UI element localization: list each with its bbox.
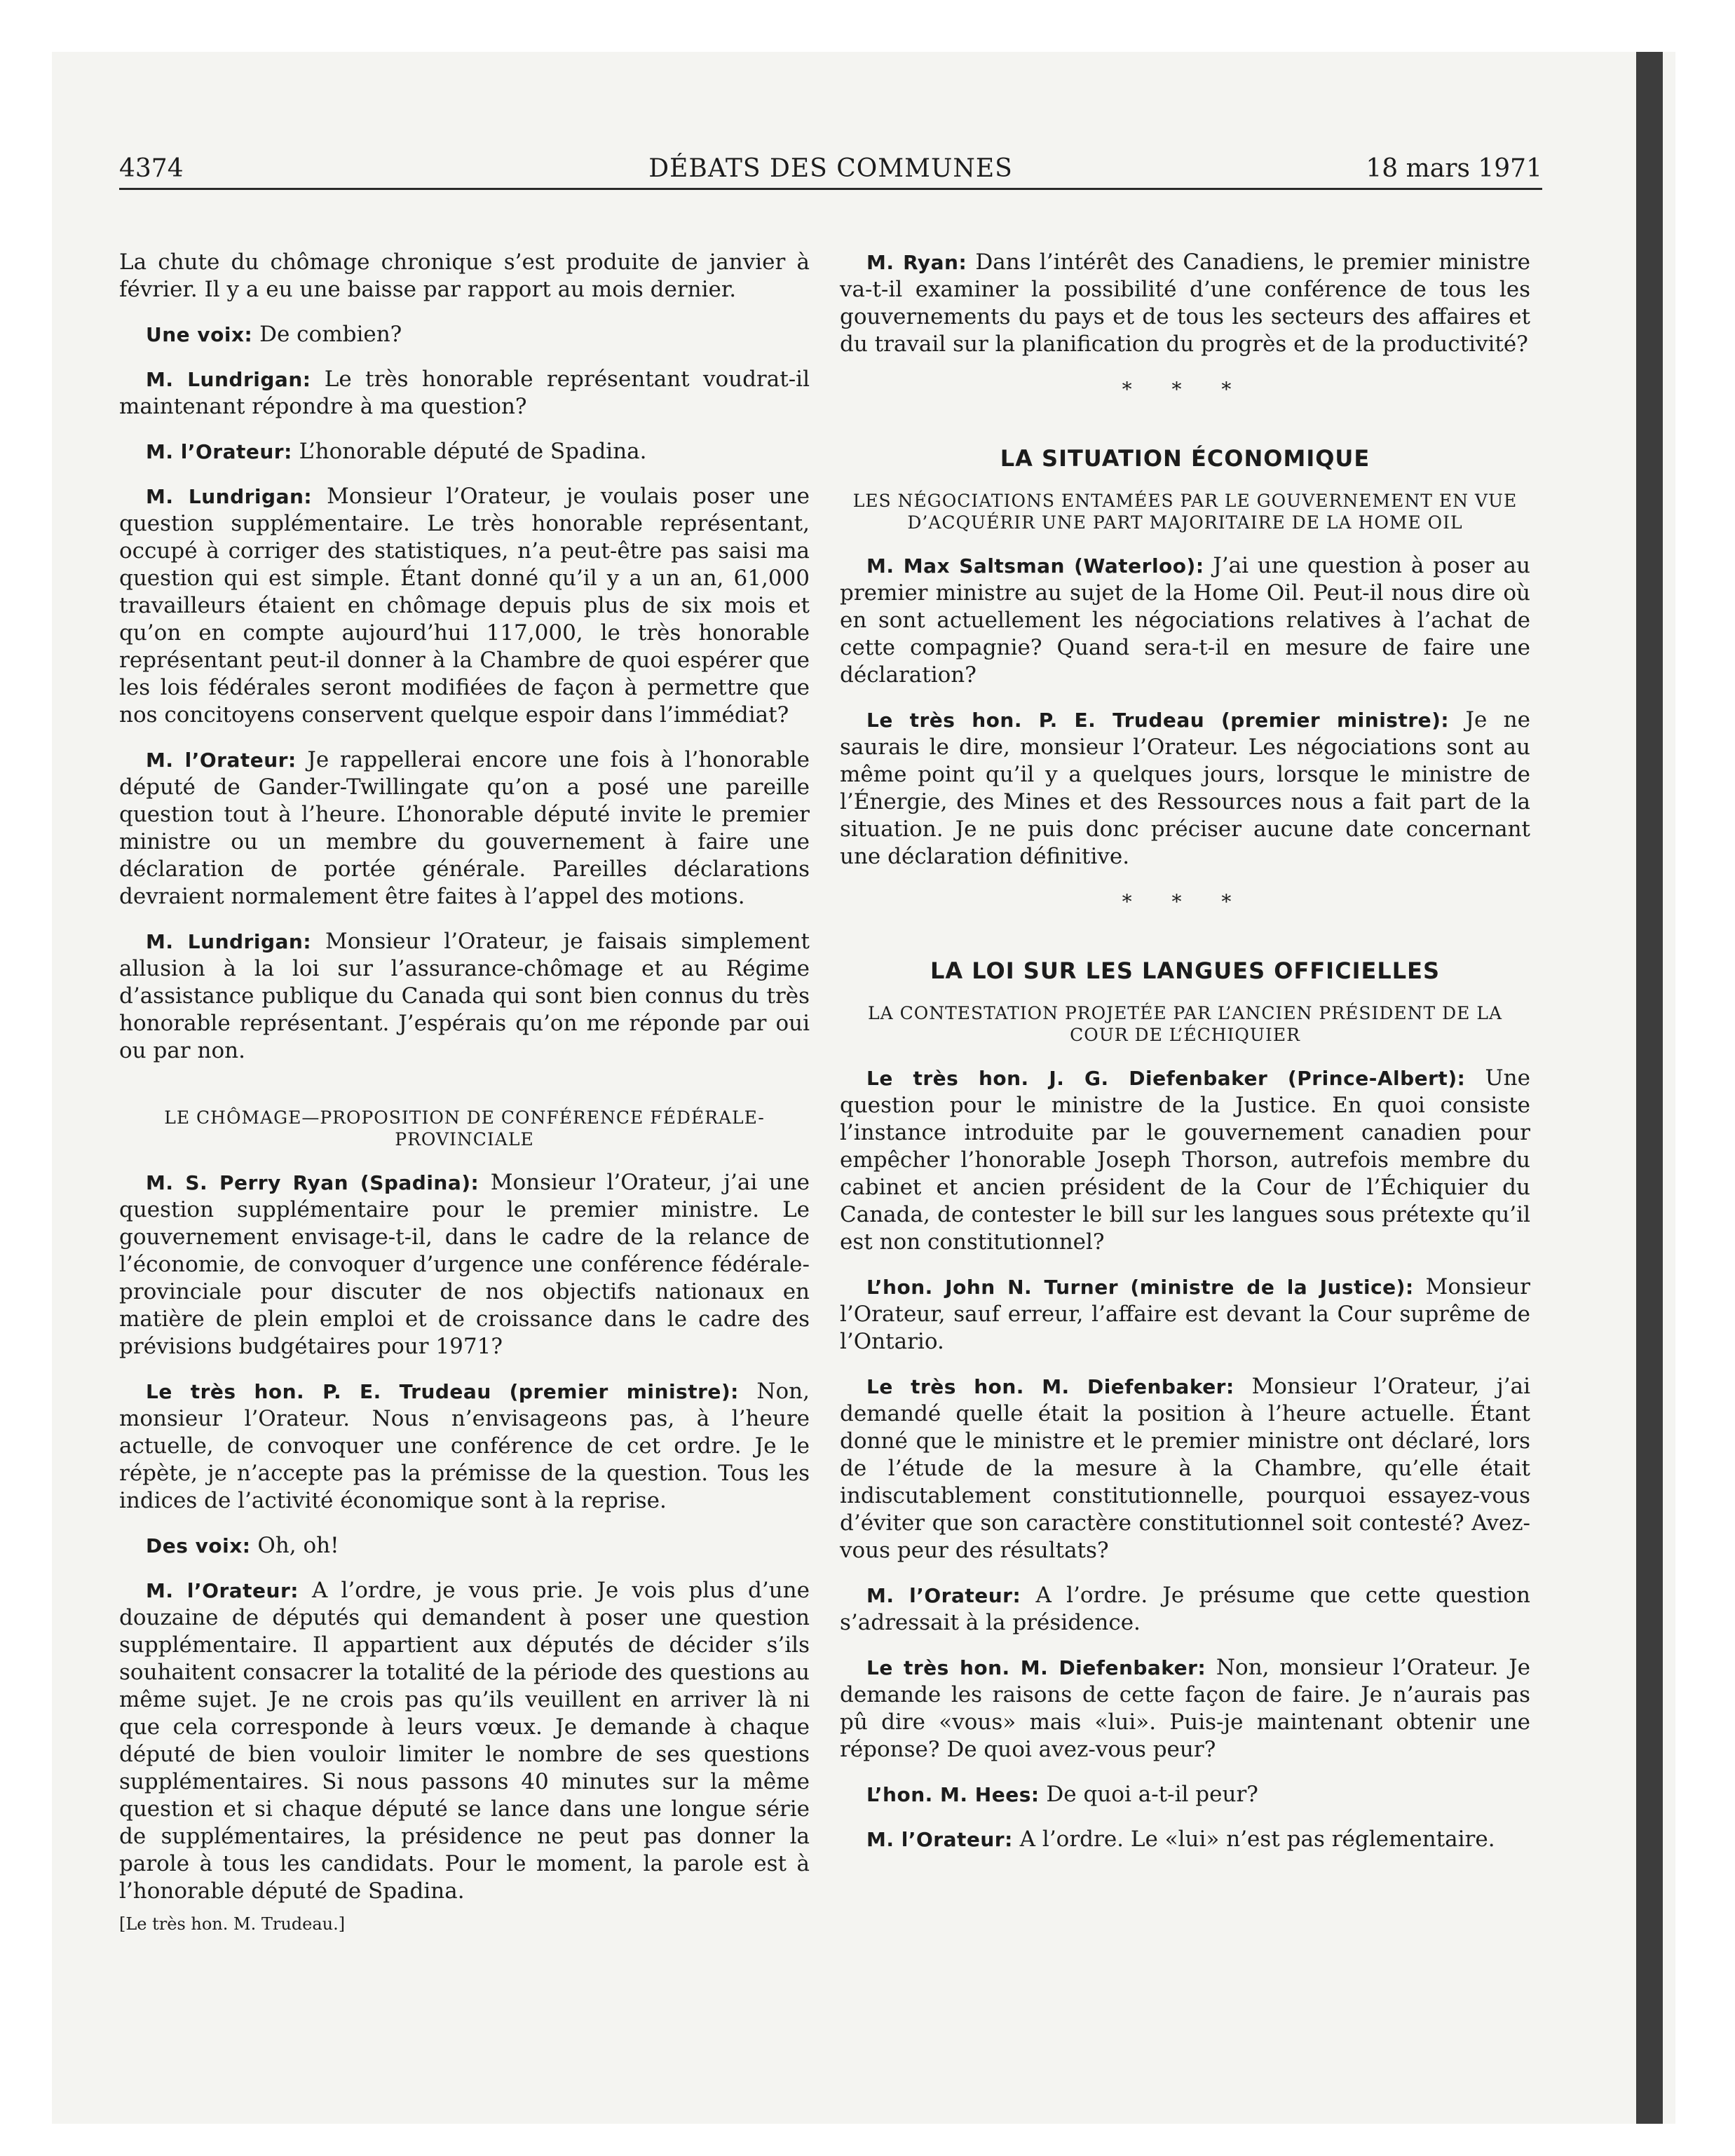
paragraph: [119, 366, 810, 421]
speech-text: Je rappellerai encore une fois à l’honorable député de Gander-Twillingate qu’on a posé une pareille question tout à l’heure. L’honorable député invite le premier ministre ou un membre du gouvernement à faire une déclaration de portée générale. Pareilles déclarations devraient normalement être faites à l’appel des motions.: [119, 747, 810, 909]
speech-text: A l’ordre. Je présume que cette question s’adressait à la présidence.: [840, 1583, 1530, 1635]
speaker-name: M. Lundrigan:: [146, 930, 312, 953]
paragraph: [840, 1654, 1530, 1763]
speech-text: Non, monsieur l’Orateur. Je demande les raisons de cette façon de faire. Je n’aurais pas pû dire «vous» mais «lui». Puis-je maintenant obtenir une réponse? De quoi avez-vous peur?: [840, 1655, 1531, 1762]
paragraph: [840, 1373, 1530, 1564]
section-separator: * * *: [1122, 378, 1248, 401]
speaker-name: M. Lundrigan:: [146, 368, 311, 391]
speaker-name: M. S. Perry Ryan (Spadina):: [146, 1171, 479, 1194]
speech-text: Une question pour le ministre de la Justice. En quoi consiste l’instance introduite par le gouvernement canadien pour empêcher l’honorable Joseph Thorson, autrefois membre du cabinet et ancien président de la Cour de l’Échiquier du Canada, de contester le bill sur les langues sous prétexte qu’il est non constitutionnel?: [840, 1065, 1530, 1255]
speaker-name: Le très hon. P. E. Trudeau (premier ministre):: [146, 1380, 739, 1403]
paragraph: [840, 707, 1530, 871]
right-column: [840, 249, 1530, 1871]
paragraph: [119, 1532, 810, 1560]
speech-text: Non, monsieur l’Orateur. Nous n’envisageons pas, à l’heure actuelle, de convoquer une conférence de cet ordre. Je le répète, je n’accepte pas la prémisse de la question. Tous les indices de l’activité économique sont à la reprise.: [119, 1379, 810, 1513]
speech-text: De combien?: [252, 322, 402, 347]
speaker-name: Le très hon. J. G. Diefenbaker (Prince-Albert):: [866, 1067, 1466, 1090]
paragraph: [119, 483, 810, 729]
section-heading: LA LOI SUR LES LANGUES OFFICIELLES: [930, 957, 1441, 984]
speaker-name: M. Ryan:: [866, 251, 967, 274]
speaker-name: M. l’Orateur:: [146, 749, 297, 772]
speaker-name: L’hon. John N. Turner (ministre de la Justice):: [866, 1276, 1414, 1299]
speech-text: A l’ordre. Le «lui» n’est pas réglementaire.: [1012, 1827, 1495, 1852]
speaker-name: Le très hon. P. E. Trudeau (premier ministre):: [866, 709, 1450, 732]
section-heading: LA SITUATION ÉCONOMIQUE: [1000, 445, 1370, 472]
speech-text: Je ne saurais le dire, monsieur l’Orateur. Les négociations sont au même point qu’il y a quelques jours, lorsque le ministre de l’Énergie, des Mines et des Ressources nous a fait part de la situation. Je ne puis donc préciser aucune date concernant une déclaration définitive.: [840, 707, 1530, 869]
section-separator: * * *: [1122, 890, 1248, 913]
paragraph: [119, 1378, 810, 1515]
speech-text: A l’ordre, je vous prie. Je vois plus d’une douzaine de députés qui demandent à poser une question supplémentaire. Il appartient aux députés de décider s’ils souhaitent consacrer la totalité de la période des questions au même sujet. Je ne crois pas qu’ils veuillent en arriver là ni que cela corresponde à leurs vœux. Je demande à chaque député de bien vouloir limiter le nombre de ses questions supplémentaires. Si nous passons 40 minutes sur la même question et si chaque député se lance dans une longue série de supplémentaires, la présidence ne peut pas donner la parole à tous les candidats. Pour le moment, la parole est à l’honorable député de Spadina.: [119, 1578, 810, 1904]
footer-note: [Le très hon. M. Trudeau.]: [119, 1914, 346, 1934]
paragraph: [840, 249, 1530, 358]
paragraph: [119, 321, 810, 348]
speech-text: J’ai une question à poser au premier ministre au sujet de la Home Oil. Peut-il nous dire où en sont actuellement les négociations relatives à l’achat de cette compagnie? Quand sera-t-il en mesure de faire une déclaration?: [840, 553, 1530, 688]
speech-text: Monsieur l’Orateur, je voulais poser une question supplémentaire. Le très honorable représentant, occupé à corriger des statistiques, n’a peut-être pas saisi ma question qui est simple. Étant donné qu’il y a un an, 61,000 travailleurs étaient en chômage depuis plus de six mois et qu’on en compte aujourd’hui 117,000, le très honorable représentant peut-il donner à la Chambre de quoi espérer que les lois fédérales seront modifiées de façon à permettre que nos concitoyens conservent quelque espoir dans l’immédiat?: [119, 484, 810, 728]
speaker-name: M. Max Saltsman (Waterloo):: [866, 554, 1204, 578]
speaker-name: Le très hon. M. Diefenbaker:: [866, 1375, 1234, 1398]
section-subheading: LE CHÔMAGE—PROPOSITION DE CONFÉRENCE FÉDÉRALE-PROVINCIALE: [164, 1107, 765, 1149]
paragraph: [119, 746, 810, 910]
page-date: 18 mars 1971: [1366, 154, 1542, 183]
paragraph: La chute du chômage chronique s’est produite de janvier à février. Il y a eu une baisse par rapport au mois dernier.: [119, 250, 810, 302]
speech-text: Oh, oh!: [250, 1533, 339, 1558]
section-subheading: LA CONTESTATION PROJETÉE PAR L’ANCIEN PRÉSIDENT DE LA COUR DE L’ÉCHIQUIER: [867, 1003, 1503, 1045]
speaker-name: M. l’Orateur:: [866, 1584, 1021, 1607]
speech-text: Monsieur l’Orateur, je faisais simplement allusion à la loi sur l’assurance-chômage et au Régime d’assistance publique du Canada qui sont bien connus du très honorable représentant. J’espérais qu’on me réponde par oui ou par non.: [119, 929, 810, 1063]
speech-text: Monsieur l’Orateur, j’ai une question supplémentaire pour le premier ministre. Le gouvernement envisage-t-il, dans le cadre de la relance de l’économie, de convoquer d’urgence une conférence fédérale-provinciale pour discuter de nos objectifs nationaux en matière de plein emploi et de croissance dans le cadre des prévisions budgétaires pour 1971?: [119, 1170, 810, 1359]
page-header: [119, 154, 1542, 190]
paragraph: [119, 1577, 810, 1905]
speech-text: Dans l’intérêt des Canadiens, le premier ministre va-t-il examiner la possibilité d’une conférence de tous les gouvernements du pays et de tous les secteurs des affaires et du travail sur la planification du progrès et de la productivité?: [840, 250, 1530, 357]
paragraph: [840, 1582, 1530, 1637]
publication-title: DÉBATS DES COMMUNES: [648, 154, 1013, 183]
speaker-name: Des voix:: [146, 1534, 251, 1557]
paragraph: [119, 928, 810, 1065]
page-number: 4374: [119, 154, 184, 183]
speech-text: Monsieur l’Orateur, j’ai demandé quelle était la position à l’heure actuelle. Étant donné que le ministre et le premier ministre ont déclaré, lors de l’étude de la mesure à la Chambre, qu’elle était indiscutablement constitutionnelle, pourquoi essayez-vous d’éviter que son caractère constitutionnel soit contesté? Avez-vous peur des résultats?: [840, 1374, 1530, 1563]
speaker-name: M. l’Orateur:: [146, 1579, 299, 1602]
section-subheading: LES NÉGOCIATIONS ENTAMÉES PAR LE GOUVERNEMENT EN VUE D’ACQUÉRIR UNE PART MAJORITAIRE DE LA HOME OIL: [852, 491, 1518, 533]
speaker-name: Une voix:: [146, 323, 253, 346]
speech-text: L’honorable député de Spadina.: [292, 439, 647, 464]
left-column: [119, 249, 810, 1938]
speaker-name: L’hon. M. Hees:: [866, 1783, 1040, 1806]
speaker-name: M. l’Orateur:: [866, 1828, 1013, 1851]
speaker-name: M. Lundrigan:: [146, 485, 313, 508]
paragraph: [840, 1781, 1530, 1808]
speech-text: Le très honorable représentant voudrat-il maintenant répondre à ma question?: [119, 367, 810, 419]
speech-text: De quoi a-t-il peur?: [1039, 1782, 1258, 1807]
speech-text: Monsieur l’Orateur, sauf erreur, l’affaire est devant la Cour suprême de l’Ontario.: [840, 1274, 1530, 1354]
paragraph: [119, 438, 810, 465]
paragraph: [840, 1065, 1530, 1256]
paragraph: [119, 1169, 810, 1360]
speaker-name: M. l’Orateur:: [146, 440, 292, 463]
paragraph: [840, 1826, 1530, 1853]
paragraph: [840, 1274, 1530, 1356]
scan-edge: [1636, 52, 1663, 2124]
speaker-name: Le très hon. M. Diefenbaker:: [866, 1656, 1206, 1679]
paragraph: [840, 552, 1530, 689]
